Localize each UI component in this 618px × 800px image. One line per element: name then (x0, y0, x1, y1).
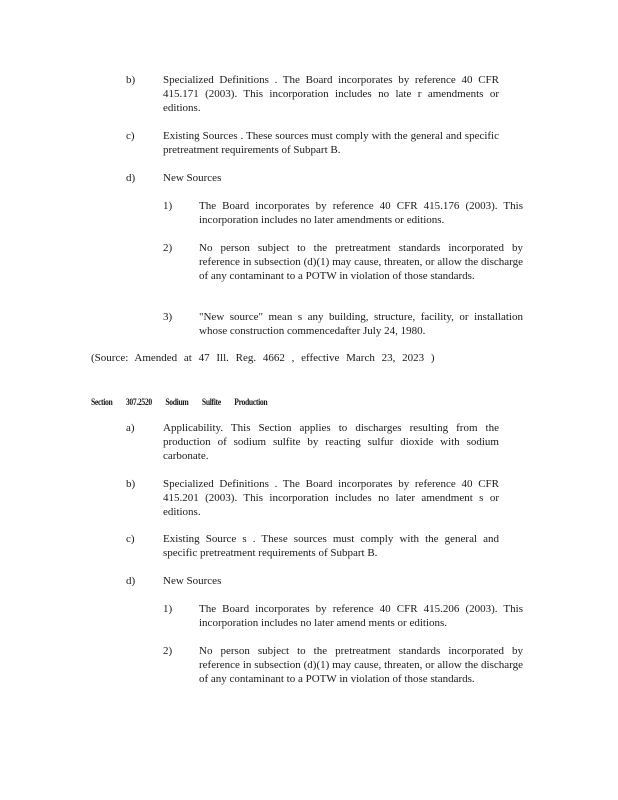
subitem-text: "New source" mean s any building, structure, facility, or installation whose construction commencedafter July 24, 1980. (199, 311, 523, 337)
item-text: Applicability. This Section applies to discharges resulting from the production of sodium sulfite by reacting sulfur dioxide with sodium carbonate. (163, 422, 499, 462)
item-label: d) (126, 575, 136, 587)
section-title-word: Sodium (165, 397, 189, 407)
item-label: b) (126, 74, 136, 86)
section-title-word: Production (234, 397, 268, 407)
item-text: Existing Source s . These sources must comply with the general and specific pretreatment requirements of Subpart B. (163, 533, 499, 559)
item-label: c) (126, 130, 135, 142)
item-text: Specialized Definitions . The Board incorporates by reference 40 CFR 415.201 (2003). This incorporation includes no later amendment s or editions. (163, 478, 499, 518)
subitem-label: 1) (163, 603, 173, 615)
subitem-text: The Board incorporates by reference 40 CFR 415.176 (2003). This incorporation includes no later amendments or editions. (199, 200, 523, 226)
subitem-label: 3) (163, 311, 173, 323)
subitem-text: No person subject to the pretreatment standards incorporated by reference in subsection (d)(1) may cause, threaten, or allow the discharge of any contaminant to a POTW in violation of those standards. (199, 242, 523, 282)
section-heading (91, 395, 279, 409)
section-number: 307.2520 (125, 397, 152, 407)
subitem-label: 2) (163, 645, 173, 657)
item-text: Existing Sources . These sources must comply with the general and specific pretreatment requirements of Subpart B. (163, 130, 499, 156)
item-text: New Sources (163, 575, 222, 587)
item-text: Specialized Definitions . The Board incorporates by reference 40 CFR 415.171 (2003). This incorporation includes no late r amendments or editions. (163, 74, 499, 114)
section-title-word: Sulfite (201, 397, 221, 407)
item-label: b) (126, 478, 136, 490)
subitem-label: 2) (163, 242, 173, 254)
item-label: d) (126, 172, 136, 184)
source-note: (Source: Amended at 47 Ill. Reg. 4662 , effective March 23, 2023 ) (91, 352, 435, 364)
item-label: c) (126, 533, 135, 545)
section-word: Section (91, 397, 113, 407)
subitem-text: No person subject to the pretreatment standards incorporated by reference in subsection (d)(1) may cause, threaten, or allow the discharge of any contaminant to a POTW in violation of those standards. (199, 645, 523, 685)
subitem-label: 1) (163, 200, 173, 212)
item-label: a) (126, 422, 135, 434)
item-text: New Sources (163, 172, 222, 184)
subitem-text: The Board incorporates by reference 40 CFR 415.206 (2003). This incorporation includes no later amend ments or editions. (199, 603, 523, 629)
